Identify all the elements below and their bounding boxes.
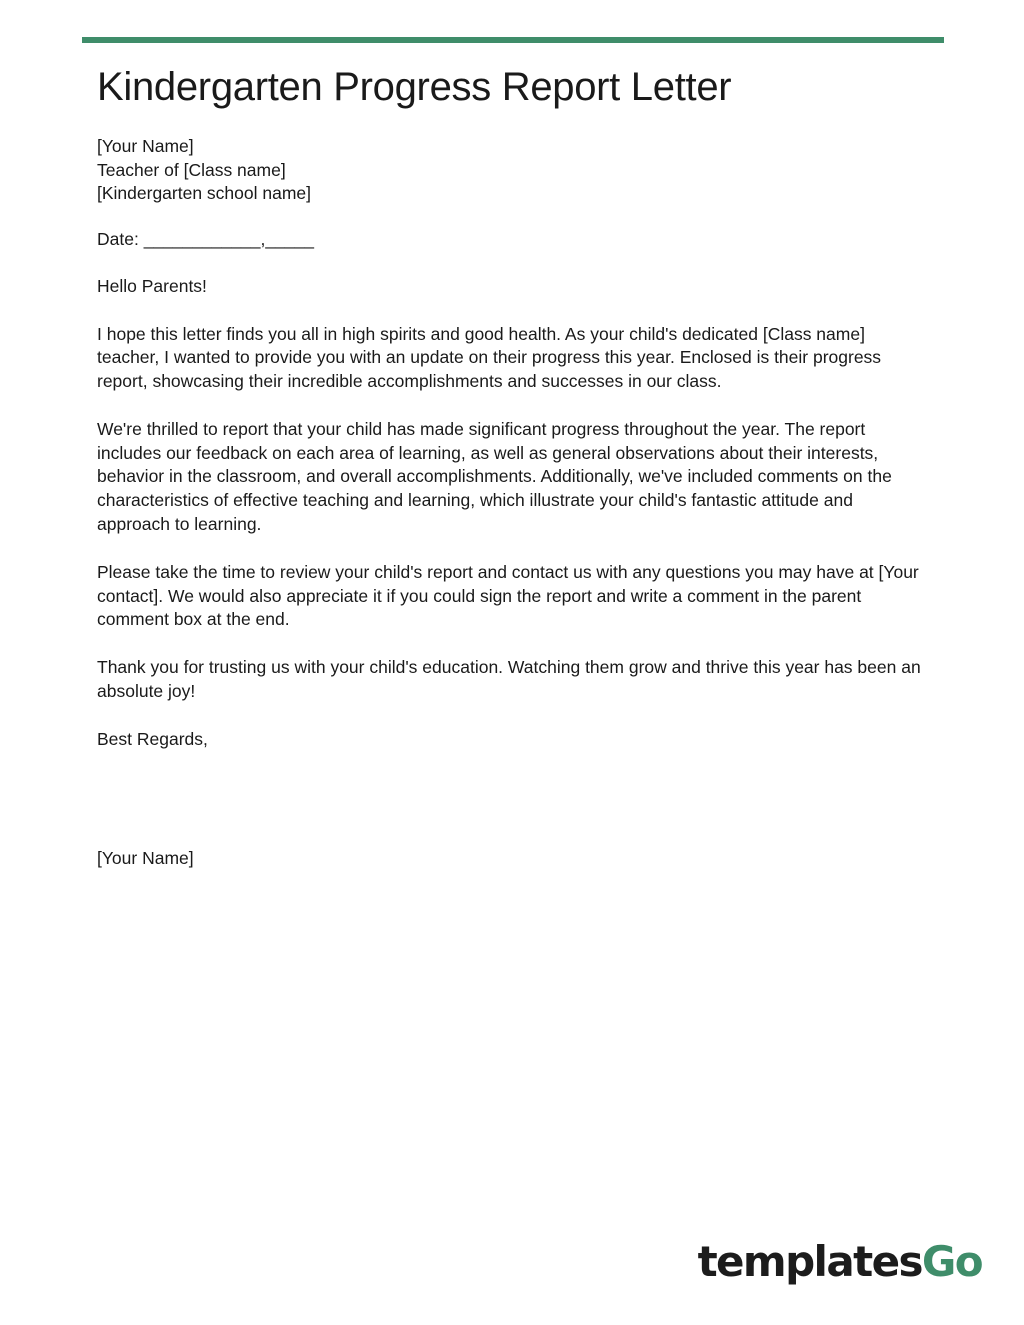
letter-content	[97, 63, 929, 871]
body-paragraph-4: Thank you for trusting us with your child's education. Watching them grow and thrive this year has been an absolute joy!	[97, 657, 921, 702]
signature-space	[97, 751, 929, 847]
header-accent-rule	[82, 37, 944, 43]
logo-text-dark: templates	[697, 1237, 922, 1286]
logo-text-accent: Go	[921, 1237, 982, 1286]
date-field[interactable]: Date: ____________,_____	[97, 228, 315, 249]
page-title: Kindergarten Progress Report Letter	[97, 65, 732, 109]
sender-school: [Kindergarten school name]	[97, 183, 312, 203]
templatesgo-logo	[697, 1237, 982, 1286]
greeting: Hello Parents!	[97, 276, 207, 296]
body-paragraph-2: We're thrilled to report that your child has made significant progress throughout the year. The report includes our feedback on each area of learning, as well as general observations about their interests, behavior in the classroom, and overall accomplishments. Additionally, we've included comments on the characteristics of effective teaching and learning, which illustrate your child's fantastic attitude and approach to learning.	[97, 418, 892, 535]
closing-salutation: Best Regards,	[97, 728, 208, 749]
body-paragraph-1: I hope this letter finds you all in high spirits and good health. As your child's dedicated [Class name] teacher, I wanted to provide you with an update on their progress this year. Enclosed is their progress report, showcasing their incredible accomplishments and successes in our class.	[97, 323, 882, 392]
sender-role: Teacher of [Class name]	[97, 159, 286, 180]
signature-name: [Your Name]	[97, 848, 194, 869]
sender-name: [Your Name]	[97, 136, 194, 156]
sender-block	[97, 135, 929, 206]
body-paragraph-3: Please take the time to review your child's report and contact us with any questions you may have at [Your contact]. We would also appreciate it if you could sign the report and write a comment in the parent comment box at the end.	[97, 561, 919, 630]
